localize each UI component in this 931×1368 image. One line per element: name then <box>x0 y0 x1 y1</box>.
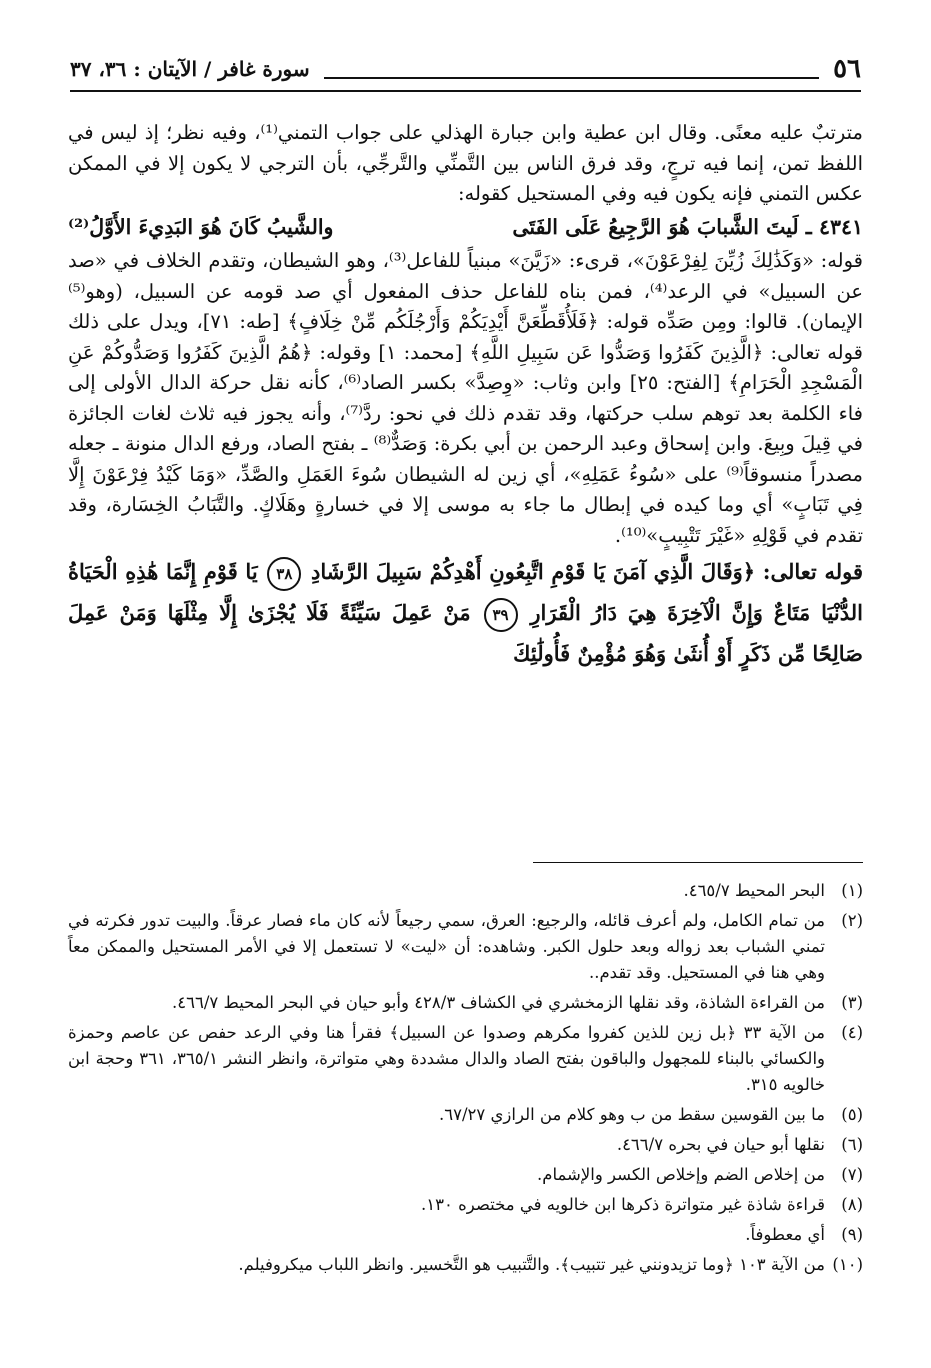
footnote-text: من الآية ١٠٣ ﴿وما تزيدونني غير تتبيب﴾. والتَّتبيب هو التَّخسير. وانظر اللباب ميكروفيلم. <box>238 1255 825 1274</box>
verse-second-half: والشَّيبُ كَانَ هُوَ البَدِيءَ الأَوَّلُ⁽²⁾ <box>68 214 334 239</box>
footnote <box>68 1192 863 1218</box>
footnote-text: قراءة شاذة غير متواترة ذكرها ابن خالويه في مختصره ١٣٠. <box>420 1195 825 1214</box>
verse-first-half: ٤٣٤١ ـ لَيتَ الشَّبابَ هُوَ الرَّجِيعُ عَلَى الفَتَى <box>512 214 863 239</box>
footnote-text: أي معطوفاً. <box>745 1225 825 1244</box>
paragraph: قوله: «وَكَذَٰلِكَ زُيِّنَ لِفِرْعَوْنَ»، قرىء: «زَيَّنَ» مبنياً للفاعل⁽³⁾، وهو الشيطان، وتقدم الخلاف في «صد عن السبيل» في الرعد⁽⁴⁾، فمن بناه للفاعل حذف المفعول أي صد قومه عن السبيل، (وهو⁽⁵⁾ الإيمان). قالوا: ومِن صَدِّه قوله: ﴿فَلَأُقَطِّعَنَّ أَيْدِيَكُمْ وَأَرْجُلَكُم مِّنْ خِلَافٍ﴾ [طه: ٧١]، ويدل على ذلك قوله تعالى: ﴿الَّذِينَ كَفَرُوا وَصَدُّوا عَن سَبِيلِ اللَّهِ﴾ [محمد: ١] وقوله: ﴿هُمُ الَّذِينَ كَفَرُوا وَصَدُّوكُمْ عَنِ الْمَسْجِدِ الْحَرَامِ﴾ [الفتح: ٢٥] وابن وثاب: «وِصِدَّ» بكسر الصاد⁽⁶⁾، كأنه نقل حركة الدال الأولى إلى فاء الكلمة بعد توهم سلب حركتها، وقد تقدم ذلك في نحو: ردَّ⁽⁷⁾، وأنه يجوز فيه ثلاث لغات الجائزة في قِيلَ وبِيعَ. وابن إسحاق وعبد الرحمن بن أبي بكرة: وَصَدٌّ⁽⁸⁾ ـ بفتح الصاد، ورفع الدال منونة ـ جعله مصدراً منسوقاً⁽⁹⁾ على «سُوءُ عَمَلِهِ»، أي زين له الشيطان سُوءَ العَمَلِ والصَّدِّ، «وَمَا كَيْدُ فِرْعَوْنَ إِلَّا فِي تَبَابٍ» أي وما كيده في إبطال ما جاء به موسى إلا في خسارةٍ وهَلَاكٍ. والتَّبَابُ الخِسَارة، وقد تقدم في قَوْلِهِ «غَيْرَ تَتْبِيبٍ»⁽¹⁰⁾. <box>68 249 864 547</box>
footnote <box>68 1252 863 1278</box>
footnote-number: (٨) <box>841 1195 863 1214</box>
footnote <box>68 990 863 1016</box>
quran-part: مَنْ عَمِلَ سَيِّئَةً فَلَا يُجْزَىٰ إِلَّا مِثْلَهَا وَمَنْ عَمِلَ صَالِحًا مِّن ذَكَرٍ أَوْ أُنثَىٰ وَهُوَ مُؤْمِنٌ فَأُولَٰئِكَ <box>68 600 863 666</box>
page-header <box>70 52 861 92</box>
footnote-text: البحر المحيط ٤٦٥/٧. <box>683 881 825 900</box>
footnote-number: (٩) <box>841 1225 863 1244</box>
footnotes <box>68 878 863 1282</box>
header-rule <box>324 59 819 79</box>
footnote-text: نقلها أبو حيان في بحره ٤٦٦/٧. <box>616 1135 825 1154</box>
footnote-number: (٤) <box>841 1023 863 1042</box>
footnote-separator <box>533 862 863 863</box>
paragraph: مترتبٌ عليه معنًى. وقال ابن عطية وابن جبارة الهذلي على جواب التمني⁽¹⁾، وفيه نظر؛ إذ ليس في اللفظ تمن، إنما فيه ترجٍ، وقد فرق الناس بين التَّمنِّي والتَّرجِّي، بأن الترجي لا يكون إلا في الممكن عكس التمني فإنه يكون فيه وفي المستحيل كقوله: <box>68 121 863 205</box>
footnote-text: من الآية ٣٣ ﴿بل زين للذين كفروا مكرهم وصدوا عن السبيل﴾ فقرأ هنا وفي الرعد حفص عن عاصم وحمزة والكسائي بالبناء للمجهول والباقون بفتح الصاد والدال مشددة وهي متواترة، وانظر النشر ٣٦٥/١، ٣٦١ وحجة ابن خالويه ٣١٥. <box>68 1023 825 1094</box>
footnote <box>68 1162 863 1188</box>
footnote-number: (١) <box>841 881 863 900</box>
footnote <box>68 1102 863 1128</box>
footnote-number: (٥) <box>841 1105 863 1124</box>
quran-passage <box>68 551 863 674</box>
page-number: ٥٦ <box>833 54 861 84</box>
ayah-number-marker: ٣٨ <box>267 557 301 591</box>
footnote-text: ما بين القوسين سقط من ب وهو كلام من الرازي ٦٧/٢٧. <box>438 1105 825 1124</box>
main-text <box>68 118 863 674</box>
sura-title: سورة غافر / الآيتان : ٣٦، ٣٧ <box>70 57 310 81</box>
footnote-text: من إخلاص الضم وإخلاص الكسر والإشمام. <box>536 1165 825 1184</box>
ayah-number-marker: ٣٩ <box>484 598 518 632</box>
footnote <box>68 1222 863 1248</box>
quran-lead: قوله تعالى: ﴿وَقَالَ الَّذِي آمَنَ يَا قَوْمِ اتَّبِعُونِ أَهْدِكُمْ سَبِيلَ الرَّشَادِ <box>311 559 863 584</box>
footnote <box>68 908 863 986</box>
footnote-number: (٣) <box>841 993 863 1012</box>
footnote-number: (٦) <box>841 1135 863 1154</box>
footnote-number: (١٠) <box>832 1255 863 1274</box>
quran-part: يَا قَوْمِ إِنَّمَا هَٰذِهِ الْحَيَاةُ الدُّنْيَا مَتَاعٌ وَإِنَّ الْآخِرَةَ هِيَ دَارُ الْقَرَارِ <box>68 559 864 625</box>
footnote-number: (٢) <box>841 911 863 930</box>
footnote-number: (٧) <box>841 1165 863 1184</box>
footnote <box>68 878 863 904</box>
footnote-text: من القراءة الشاذة، وقد نقلها الزمخشري في الكشاف ٤٢٨/٣ وأبو حيان في البحر المحيط ٤٦٦/٧. <box>172 993 825 1012</box>
footnote <box>68 1132 863 1158</box>
footnote-text: من تمام الكامل، ولم أعرف قائله، والرجيع: العرق، سمي رجيعاً لأنه كان ماء فصار عرقاً. والبيت تدور فكرته في تمني الشباب بعد زواله وبعد حلول الكبر. وشاهده: أن «ليت» لا تستعمل إلا في الأمر المستحيل والممكن معاً وهي هنا في المستحيل. وقد تقدم.. <box>68 911 825 982</box>
footnote <box>68 1020 863 1098</box>
poetry-verse <box>68 212 863 243</box>
